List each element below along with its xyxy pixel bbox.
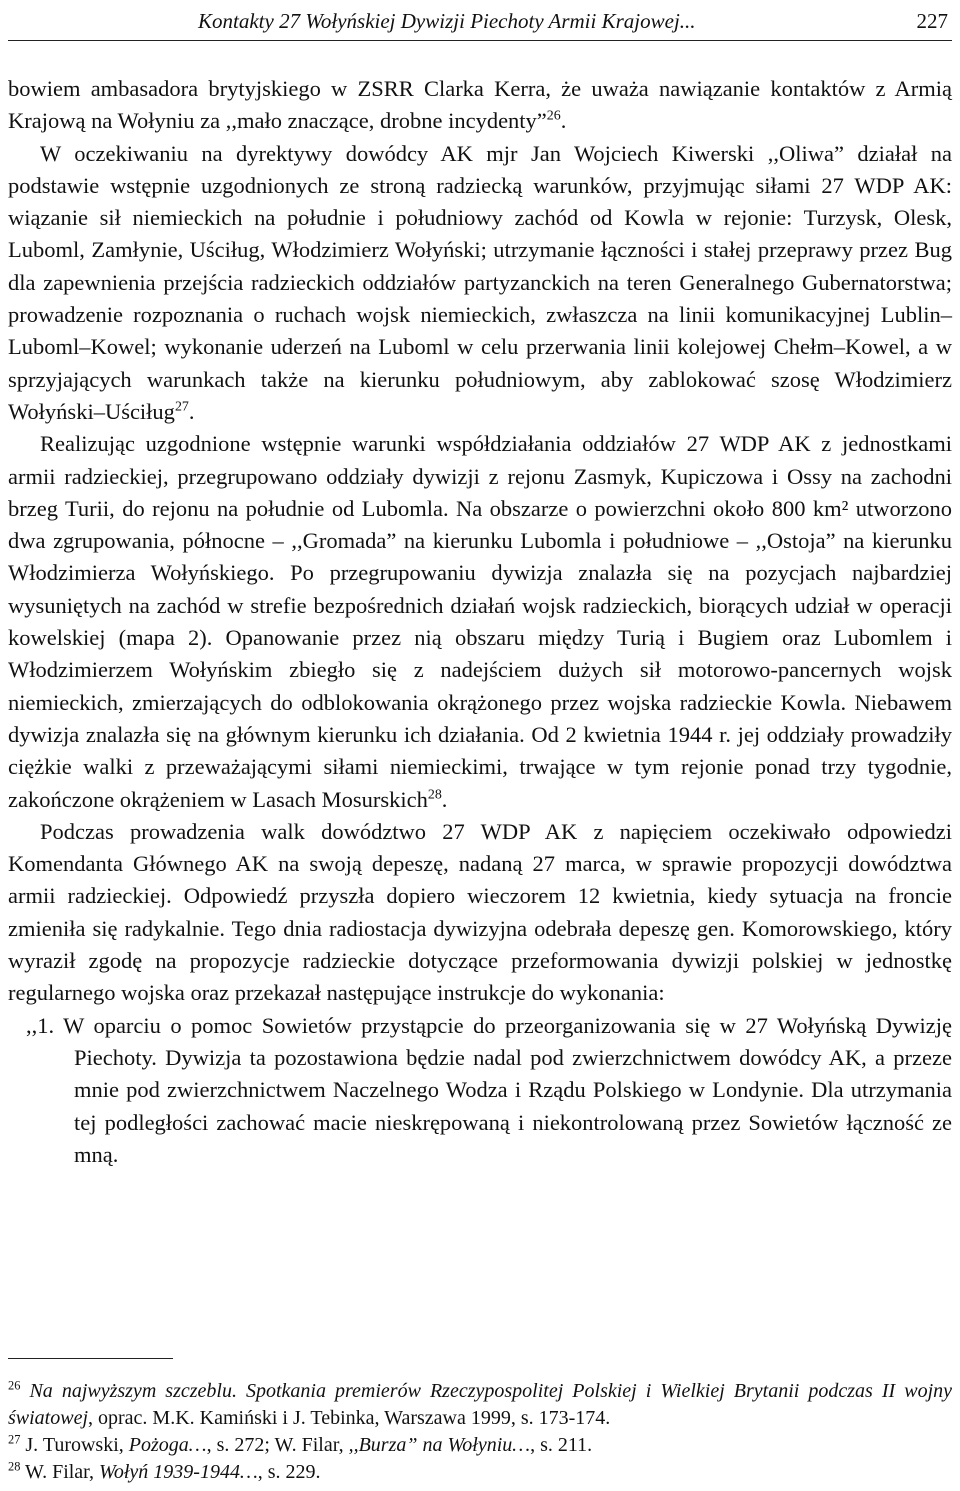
footnote-28-author: W. Filar, — [25, 1461, 100, 1483]
footnotes — [8, 1378, 952, 1486]
footnote-27-title-1: Pożoga… — [128, 1434, 207, 1456]
footnote-26-title: Na najwyższym szczeblu. Spotkania premierów Rzeczypospolitej Polskiej i Wielkiej Brytanii podczas II wojny światowej — [8, 1380, 953, 1429]
footnote-number-26: 26 — [8, 1378, 21, 1393]
running-title: Kontakty 27 Wołyńskiej Dywizji Piechoty Armii Krajowej... — [198, 9, 696, 33]
footnote-number-28: 28 — [8, 1459, 21, 1474]
footnote-26-text: , oprac. M.K. Kamiński i J. Tebinka, Warszawa 1999, s. 173-174. — [88, 1407, 611, 1429]
footnote-rule — [8, 1358, 173, 1359]
footnote-28-end: , s. 229. — [257, 1461, 321, 1483]
footnote-28-title: Wołyń 1939-1944… — [99, 1461, 258, 1483]
footnote-28 — [8, 1459, 952, 1486]
main-text — [8, 73, 952, 1171]
paragraph-2 — [8, 138, 952, 429]
footnote-27-title-2: ,,Burza” na Wołyniu… — [348, 1434, 531, 1456]
paragraph-3-end: . — [441, 786, 448, 812]
running-header — [8, 4, 952, 38]
footnote-27-author: J. Turowski, — [25, 1434, 129, 1456]
paragraph-2-text: W oczekiwaniu na dyrektywy dowódcy AK mjr Jan Wojciech Kiwerski ,,Oliwa” działał na podstawie wstępnie uzgodnionych ze stroną radziecką warunków, przyjmując siłami 27 WDP AK: wiązanie sił niemieckich na południe i południowy zachód od Kowla w rejonie: Turzysk, Olesk, Luboml, Zamłynie, Uściług, Włodzimierz Wołyński; utrzymanie łączności i stałej przeprawy przez Bug dla zapewnienia przejścia radzieckich oddziałów partyzanckich na teren Generalnego Gubernatorstwa; prowadzenie rozpoznania o ruchach wojsk niemieckich, zwłaszcza na linii komunikacyjnej Lublin–Luboml–Kowel; wykonanie uderzeń na Luboml w celu przerwania linii kolejowej Chełm–Kowel, a w sprzyjających warunkach także na kierunku południowym, aby zablokować szosę Włodzimierz Wołyński–Uściług — [8, 140, 952, 424]
paragraph-1-end: . — [560, 108, 567, 134]
footnote-number-27: 27 — [8, 1432, 21, 1447]
header-rule — [8, 40, 952, 41]
paragraph-4: Podczas prowadzenia walk dowództwo 27 WDP AK z napięciem oczekiwało odpowiedzi Komendanta Głównego AK na swoją depeszę, nadaną 27 marca, w sprawie propozycji dowództwa armii radzieckiej. Odpowiedź przyszła dopiero wieczorem 12 kwietnia, kiedy sytuacja na froncie zmieniła się radykalnie. Tego dnia radiostacja dywizyjna odebrała depeszę gen. Komorowskiego, który wyraził zgodę na propozycje radzieckie dotyczące przeformowania dywizji polskiej w jednostkę regularnego wojska oraz przekazał następujące instrukcje do wykonania: — [8, 818, 952, 1006]
paragraph-1-text: bowiem ambasadora brytyjskiego w ZSRR Clarka Kerra, że uważa nawiązanie kontaktów z Armią Krajową na Wołyniu za ,,mało znaczące, drobne incydenty” — [8, 76, 952, 134]
paragraph-3-text: Realizując uzgodnione wstępnie warunki współdziałania oddziałów 27 WDP AK z jednostkami armii radzieckiej, przegrupowano oddziały dywizji z rejonu Zasmyk, Kupiczowa i Ossy na zachodni brzeg Turii, do rejonu na południe od Lubomla. Na obszarze o powierzchni około 800 km² utworzono dwa zgrupowania, północne – ,,Gromada” na kierunku Lubomla i południowe – ,,Ostoja” na kierunku Włodzimierza Wołyńskiego. Po przegrupowaniu dywizja znalazła się na pozycjach najbardziej wysuniętych na zachód w strefie bezpośrednich działań wojsk radzieckich, biorących udział w operacji kowelskiej (mapa 2). Opanowanie przez nią obszaru między Turią i Bugiem oraz Lubomlem i Włodzimierzem Wołyńskim zbiegło się z nadejściem dużych sił motorowo-pancernych wojsk niemieckich, zmierzających do odblokowania okrążonego przez wojska radzieckie Kowla. Niebawem dywizja znalazła się na głównym kierunku ich działania. Od 2 kwietnia 1944 r. jej oddziały prowadziły ciężkie walki z przeważającymi siłami niemieckimi, trwające w tym rejonie ponad trzy tygodnie, zakończone okrążeniem w Lasach Mosurskich — [8, 431, 952, 812]
quoted-instruction-1 — [8, 1010, 952, 1171]
footnote-ref-27[interactable]: 27 — [174, 399, 189, 415]
list-text: W oparciu o pomoc Sowietów przystąpcie do przeorganizowania się w 27 Wołyńską Dywizję Piechoty. Dywizja ta pozostawiona będzie nadal pod zwierzchnictwem dowódcy AK, a przeze mnie pod zwierzchnictwem Naczelnego Wodza i Rządu Polskiego w Londynie. Dla utrzymania tej podległości zachować macie nieskrępowaną i niekontrolowaną przez Sowietów łączność ze mną. — [63, 1012, 952, 1167]
footnote-ref-26[interactable]: 26 — [546, 108, 561, 124]
page-number: 227 — [916, 9, 948, 33]
paragraph-1 — [8, 73, 952, 138]
paragraph-3 — [8, 428, 952, 816]
paragraph-2-end: . — [188, 398, 195, 424]
footnote-27-mid: , s. 272; W. Filar, — [206, 1434, 349, 1456]
list-marker: ,,1. — [26, 1012, 55, 1038]
footnote-ref-28[interactable]: 28 — [427, 787, 442, 803]
footnote-27 — [8, 1432, 952, 1459]
footnote-27-end: , s. 211. — [530, 1434, 593, 1456]
footnote-26 — [8, 1378, 952, 1432]
